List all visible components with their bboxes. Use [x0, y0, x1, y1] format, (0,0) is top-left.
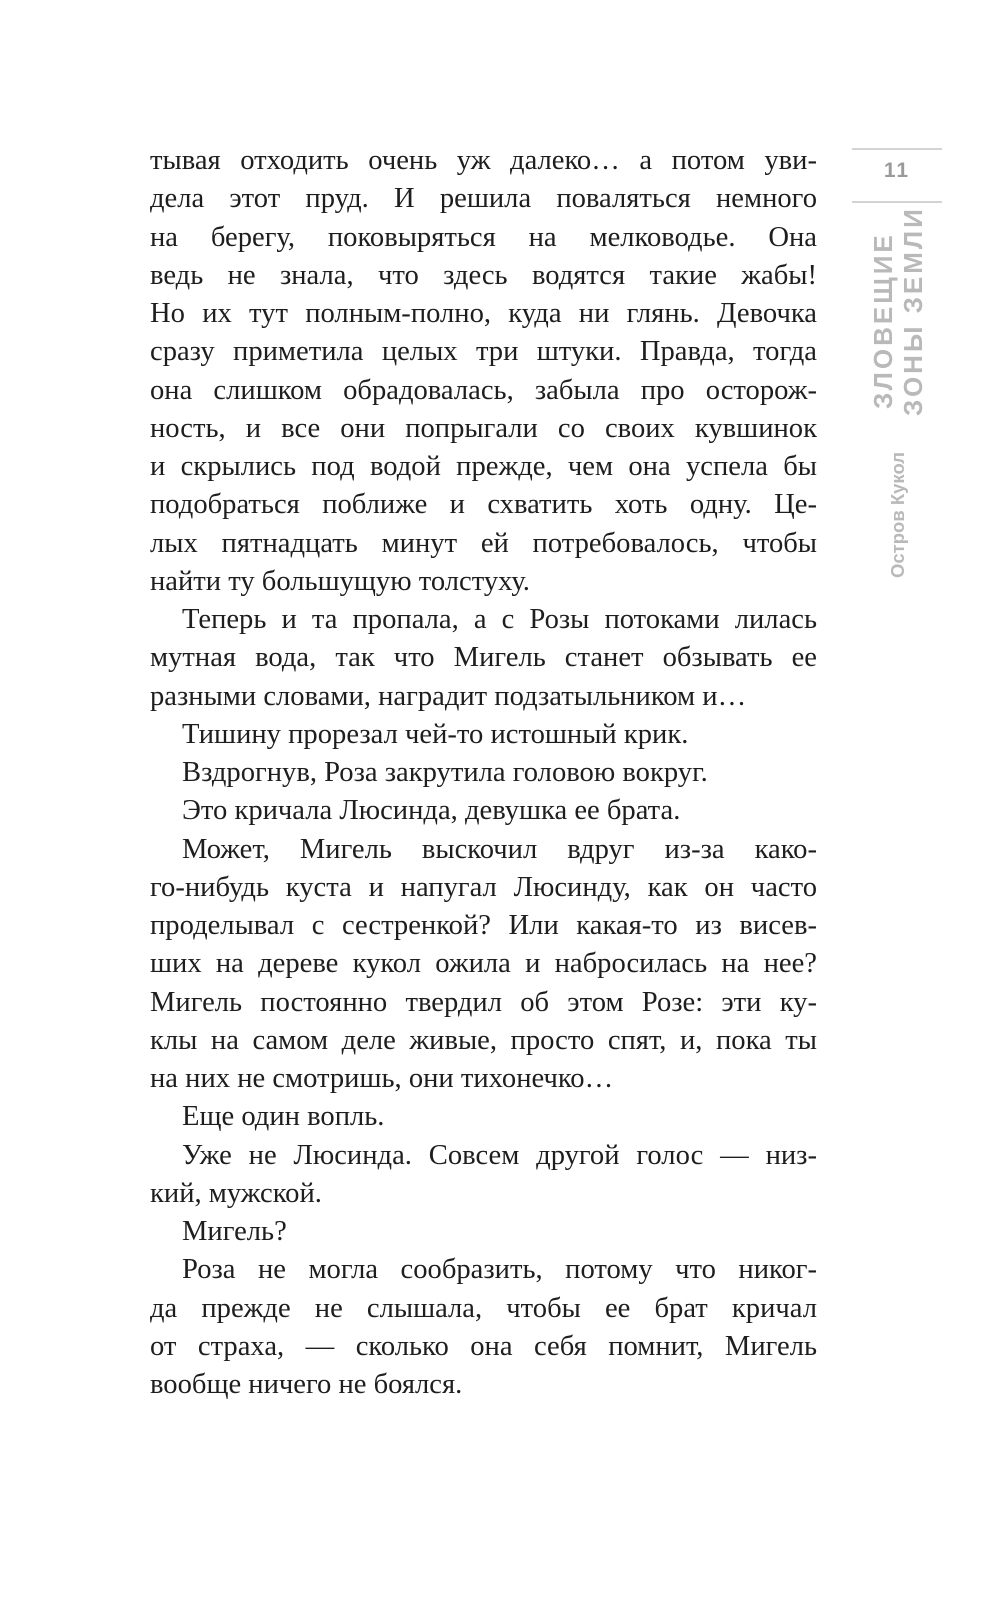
series-title [868, 206, 930, 416]
text-line: го-нибудь куста и напугал Люсинду, как он часто [150, 871, 817, 903]
header-rule-bottom [852, 201, 942, 203]
text-line: найти ту большущую толстуху. [150, 565, 530, 597]
series-title-line-1: ЗЛОВЕЩИЕ [868, 232, 898, 409]
text-line: ших на дереве кукол ожила и набросилась на нее? [150, 948, 817, 980]
text-line: проделывал с сестренкой? Или какая-то из висев- [150, 910, 817, 941]
book-title: Остров Кукол [887, 452, 908, 579]
text-line: Еще один вопль. [182, 1101, 385, 1133]
text-line: мутная вода, так что Мигель станет обзывать ее [150, 642, 817, 674]
text-line: подобраться поближе и схватить хоть одну. Це- [150, 489, 817, 521]
text-line: Может, Мигель выскочил вдруг из-за како- [182, 833, 817, 865]
text-line: да прежде не слышала, чтобы ее брат кричал [150, 1292, 817, 1324]
text-line: лых пятнадцать минут ей потребовалось, чтобы [150, 527, 817, 559]
text-line: Роза не могла сообразить, потому что никог- [182, 1254, 817, 1286]
text-line: сразу приметила целых три штуки. Правда, тогда [150, 336, 817, 368]
text-line: Это кричала Люсинда, девушка ее брата. [182, 795, 681, 827]
text-line: кий, мужской. [150, 1177, 322, 1209]
text-line: Тишину прорезал чей-то истошный крик. [182, 718, 689, 750]
text-line: разными словами, наградит подзатыльником и… [150, 680, 747, 712]
text-line: ность, и все они попрыгали со своих кувшинок [150, 412, 817, 444]
page-number: 11 [883, 159, 911, 182]
header-rule-top [852, 148, 942, 150]
text-line: вообще ничего не боялся. [150, 1369, 463, 1400]
text-line: на них не смотришь, они тихонечко… [150, 1063, 614, 1094]
text-line: Уже не Люсинда. Совсем другой голос — низ- [182, 1139, 817, 1171]
text-line: тывая отходить очень уж далеко… а потом уви- [150, 145, 817, 176]
text-line: Но их тут полным-полно, куда ни глянь. Девочка [150, 298, 817, 329]
text-line: клы на самом деле живые, просто спят, и, пока ты [150, 1024, 817, 1056]
text-line: Мигель постоянно твердил об этом Розе: эти ку- [150, 986, 817, 1018]
text-line: и скрылись под водой прежде, чем она успела бы [150, 451, 817, 482]
text-line: дела этот пруд. И решила поваляться немного [150, 183, 817, 215]
text-line: от страха, — сколько она себя помнит, Мигель [150, 1330, 817, 1362]
text-line: Мигель? [182, 1216, 287, 1247]
text-line: на берегу, поковыряться на мелководье. Она [150, 221, 817, 253]
text-line: Теперь и та пропала, а с Розы потоками лилась [182, 604, 817, 635]
series-title-line-2: ЗОНЫ ЗЕМЛИ [898, 206, 928, 416]
text-line: она слишком обрадовалась, забыла про осторож- [150, 374, 817, 406]
body-text [150, 142, 817, 1404]
text-line: Вздрогнув, Роза закрутила головою вокруг. [182, 757, 708, 788]
text-line: ведь не знала, что здесь водятся такие жабы! [150, 259, 817, 291]
